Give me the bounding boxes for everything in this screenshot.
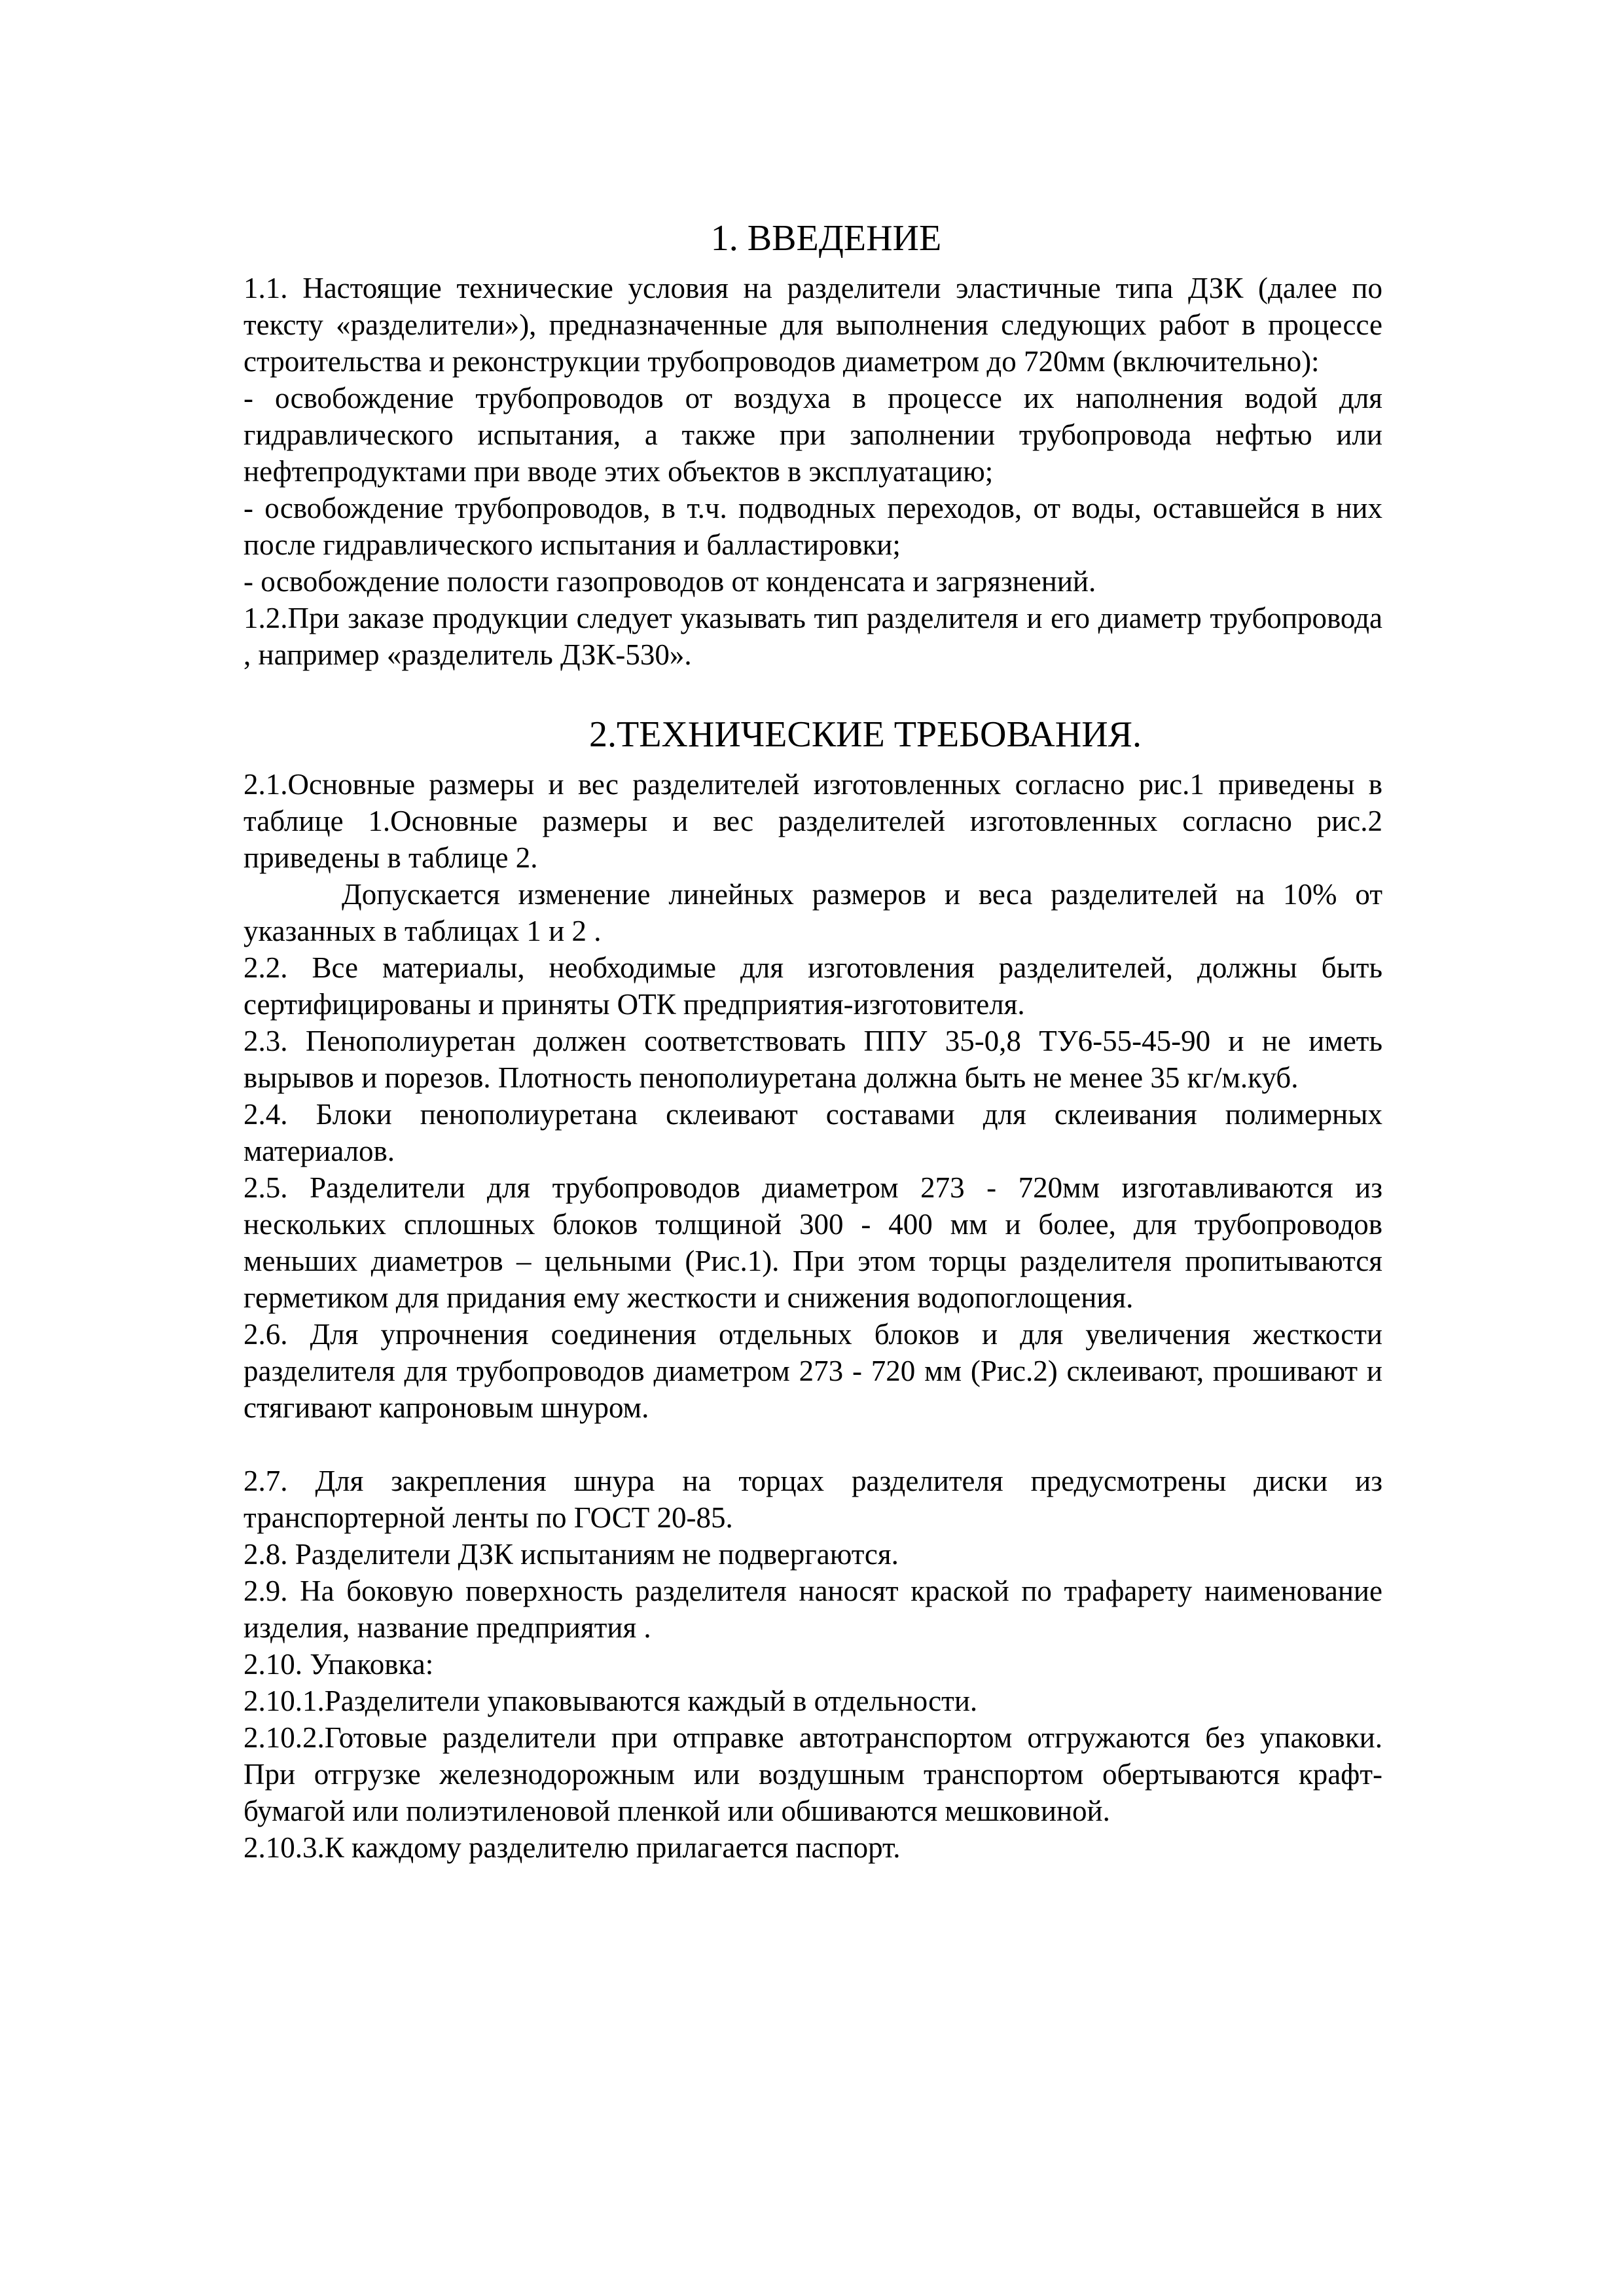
paragraph-2-8: 2.8. Разделители ДЗК испытаниям не подвергаются. xyxy=(244,1538,899,1571)
paragraph-2-4: 2.4. Блоки пенополиуретана склеивают составами для склеивания полимерных материалов. xyxy=(244,1098,1382,1167)
paragraph-2-10: 2.10. Упаковка: xyxy=(244,1648,434,1681)
list-item-air-removal: - освобождение трубопроводов от воздуха в процессе их наполнения водой для гидравлического испытания, а также при заполнении трубопровода нефтью или нефтепродуктами при вводе этих объектов в эксплуатацию; xyxy=(244,382,1382,488)
paragraph-2-5: 2.5. Разделители для трубопроводов диаметром 273 - 720мм изготавливаются из нескольких сплошных блоков толщиной 300 - 400 мм и более, для трубопроводов меньших диаметров – цельными (Рис.1). При этом торцы разделителя пропитываются герметиком для придания ему жесткости и снижения водопоглощения. xyxy=(244,1171,1382,1314)
paragraph-1-2: 1.2.При заказе продукции следует указывать тип разделителя и его диаметр трубопровода , например «разделитель ДЗК-530». xyxy=(244,602,1382,671)
paragraph-2-10-2: 2.10.2.Готовые разделители при отправке автотранспортом отгружаются без упаковки. При отгрузке железнодорожным или воздушным транспортом обертываются крафт-бумагой или полиэтиленовой пленкой или обшиваются мешковиной. xyxy=(244,1721,1382,1827)
list-item-water-removal: - освобождение трубопроводов, в т.ч. подводных переходов, от воды, оставшейся в них после гидравлического испытания и балластировки; xyxy=(244,492,1382,561)
paragraph-tolerance: Допускается изменение линейных размеров и веса разделителей на 10% от указанных в таблицах 1 и 2 . xyxy=(244,878,1382,947)
list-item-condensate-removal: - освобождение полости газопроводов от конденсата и загрязнений. xyxy=(244,565,1096,598)
paragraph-2-6: 2.6. Для упрочнения соединения отдельных блоков и для увеличения жесткости разделителя для трубопроводов диаметром 273 - 720 мм (Рис.2) склеивают, прошивают и стягивают капроновым шнуром. xyxy=(244,1318,1382,1424)
document-page xyxy=(244,216,1382,1866)
paragraph-2-2: 2.2. Все материалы, необходимые для изготовления разделителей, должны быть сертифицированы и приняты ОТК предприятия-изготовителя. xyxy=(244,951,1382,1021)
paragraph-2-7: 2.7. Для закрепления шнура на торцах разделителя предусмотрены диски из транспортерной ленты по ГОСТ 20-85. xyxy=(244,1465,1382,1534)
paragraph-2-10-3: 2.10.3.К каждому разделителю прилагается паспорт. xyxy=(244,1831,901,1864)
paragraph-2-10-1: 2.10.1.Разделители упаковываются каждый в отдельности. xyxy=(244,1685,978,1717)
section-2-heading: 2.ТЕХНИЧЕСКИЕ ТРЕБОВАНИЯ. xyxy=(589,714,1142,755)
paragraph-2-1: 2.1.Основные размеры и вес разделителей изготовленных согласно рис.1 приведены в таблице 1.Основные размеры и вес разделителей изготовленных согласно рис.2 приведены в таблице 2. xyxy=(244,768,1382,874)
section-1-heading: 1. ВВЕДЕНИЕ xyxy=(710,218,942,259)
paragraph-2-9: 2.9. На боковую поверхность разделителя наносят краской по трафарету наименование изделия, название предприятия . xyxy=(244,1575,1382,1644)
paragraph-2-3: 2.3. Пенополиуретан должен соответствовать ППУ 35-0,8 ТУ6-55-45-90 и не иметь вырывов и порезов. Плотность пенополиуретана должна быть не менее 35 кг/м.куб. xyxy=(244,1025,1382,1094)
paragraph-1-1: 1.1. Настоящие технические условия на разделители эластичные типа ДЗК (далее по тексту «разделители»), предназначенные для выполнения следующих работ в процессе строительства и реконструкции трубопроводов диаметром до 720мм (включительно): xyxy=(244,272,1382,378)
